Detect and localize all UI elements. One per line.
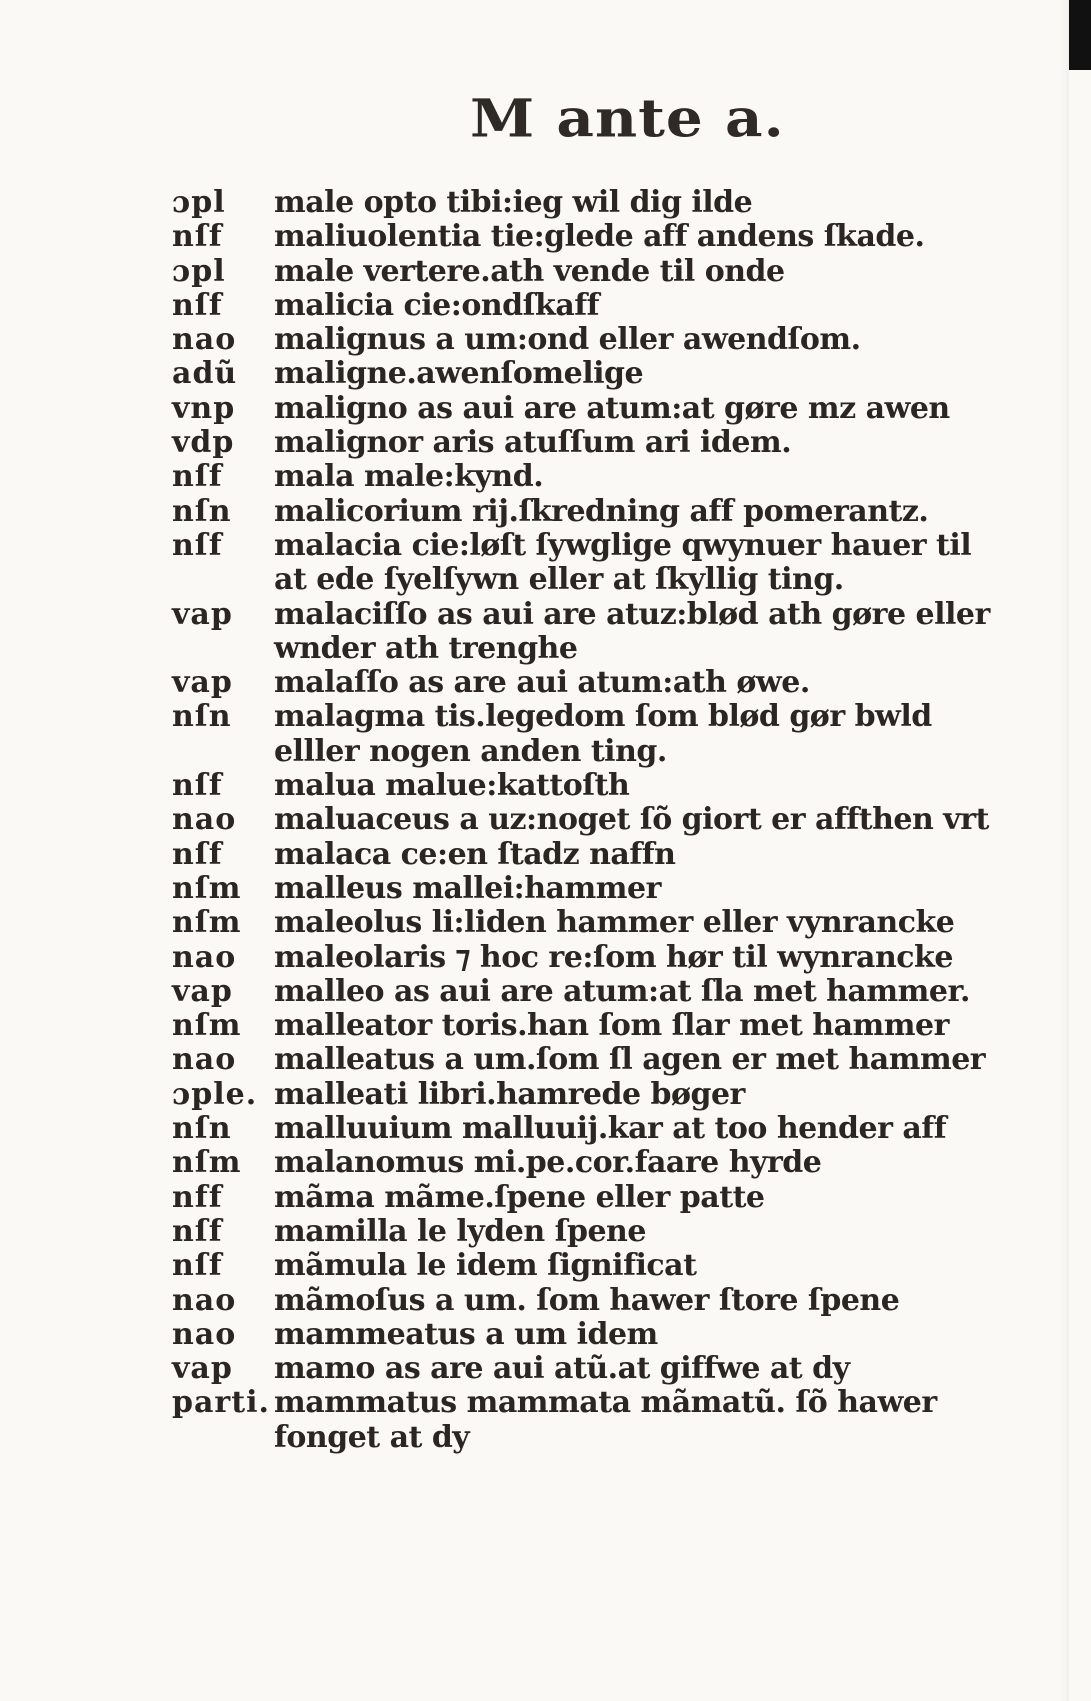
entry-gloss	[274, 186, 752, 220]
gloss-line: mamilla le lyden ſpene	[274, 1213, 646, 1249]
grammar-abbreviation: nſn	[172, 493, 232, 529]
gloss-line: at ede ſyelſywn eller at ſkyllig ting.	[274, 562, 844, 598]
grammar-abbreviation: vdp	[172, 425, 235, 461]
entry-gloss	[274, 529, 971, 598]
grammar-abbreviation: ɔple.	[172, 1076, 258, 1112]
dictionary-entry	[172, 1009, 952, 1043]
dictionary-entry	[172, 1181, 952, 1215]
grammar-abbreviation: nſm	[172, 1145, 242, 1181]
grammar-abbreviation: nao	[172, 939, 237, 975]
gloss-line: mãmula le idem ſignificat	[274, 1248, 697, 1284]
grammar-abbreviation: vap	[172, 596, 233, 632]
dictionary-entry	[172, 1352, 952, 1386]
entry-gloss	[274, 838, 675, 872]
entry-gloss	[274, 1215, 646, 1249]
grammar-abbreviation: nſn	[172, 1111, 232, 1147]
entry-gloss	[274, 1249, 696, 1283]
entry-gloss	[274, 1386, 937, 1455]
gloss-line: fonget at dy	[274, 1419, 470, 1455]
gloss-line: malacia cie:løſt ſywglige qwynuer hauer til	[274, 527, 972, 563]
grammar-abbreviation: nſf	[172, 768, 223, 804]
gloss-line: malignus a um:ond eller awendſom.	[274, 322, 861, 358]
entry-gloss	[274, 700, 932, 769]
dictionary-entry	[172, 426, 952, 460]
entry-gloss	[274, 1009, 949, 1043]
dictionary-entry	[172, 289, 952, 323]
grammar-abbreviation: nao	[172, 1042, 237, 1078]
entry-gloss	[274, 1112, 946, 1146]
dictionary-entry	[172, 460, 952, 494]
gloss-line: malluuium malluuij.kar at too hender aff	[274, 1111, 947, 1147]
entry-gloss	[274, 255, 785, 289]
grammar-abbreviation: nao	[172, 1316, 237, 1352]
gloss-line: maleolus li:liden hammer eller vynrancke	[274, 905, 955, 941]
entry-gloss	[274, 357, 643, 391]
grammar-abbreviation: nſf	[172, 836, 223, 872]
gloss-line: malaca ce:en ſtadz naffn	[274, 836, 676, 872]
grammar-abbreviation: nſf	[172, 527, 223, 563]
gloss-line: malleatus a um.ſom ſl agen er met hammer	[274, 1042, 986, 1078]
dictionary-entries	[172, 185, 990, 1455]
gloss-line: maligne.awenſomelige	[274, 356, 644, 392]
grammar-abbreviation: nao	[172, 322, 237, 358]
entry-gloss	[274, 666, 810, 700]
entry-gloss	[274, 1078, 745, 1112]
grammar-abbreviation: nao	[172, 802, 237, 838]
entry-gloss	[274, 803, 989, 837]
entry-gloss	[274, 1284, 899, 1318]
entry-gloss	[274, 1352, 850, 1386]
dictionary-entry	[172, 495, 952, 529]
dictionary-entry	[172, 255, 952, 289]
grammar-abbreviation: nſf	[172, 287, 223, 323]
dictionary-entry	[172, 220, 952, 254]
entry-gloss	[274, 289, 599, 323]
gloss-line: malanomus mi.pe.cor.faare hyrde	[274, 1145, 822, 1181]
running-head: M ante a.	[470, 88, 785, 150]
gloss-line: malleator toris.han ſom ſlar met hammer	[274, 1008, 949, 1044]
entry-gloss	[274, 1318, 658, 1352]
entry-gloss	[274, 975, 970, 1009]
dictionary-entry	[172, 802, 989, 838]
grammar-abbreviation: nao	[172, 1282, 237, 1318]
entry-gloss	[274, 495, 928, 529]
dictionary-entry	[172, 700, 952, 769]
gloss-line: malaſſo as are aui atum:ath øwe.	[274, 665, 810, 701]
dictionary-entry	[172, 1386, 952, 1455]
gloss-line: elller nogen anden ting.	[274, 733, 667, 769]
gloss-line: malleati libri.hamrede bøger	[274, 1076, 745, 1112]
entry-gloss	[274, 906, 954, 940]
dictionary-entry	[172, 1112, 952, 1146]
grammar-abbreviation: nſm	[172, 870, 242, 906]
gloss-line: malagma tis.legedom ſom blød gør bwld	[274, 699, 932, 735]
grammar-abbreviation: nſm	[172, 905, 242, 941]
gloss-line: maligno as aui are atum:at gøre mz awen	[274, 390, 950, 426]
dictionary-entry	[172, 1042, 986, 1078]
grammar-abbreviation: parti.	[172, 1385, 270, 1421]
grammar-abbreviation: nſf	[172, 1248, 223, 1284]
dictionary-entry	[172, 1146, 952, 1180]
grammar-abbreviation: nſf	[172, 1213, 223, 1249]
gloss-line: male opto tibi:ieg wil dig ilde	[274, 185, 753, 220]
dictionary-entry	[172, 1215, 952, 1249]
dictionary-entry	[172, 941, 952, 975]
gloss-line: maluaceus a uz:noget ſõ giort er affthen vrt	[274, 802, 989, 838]
page-edge-bar	[1069, 0, 1091, 70]
entry-gloss	[274, 323, 861, 357]
grammar-abbreviation: nſf	[172, 459, 223, 495]
grammar-abbreviation: ɔpl	[172, 185, 226, 220]
gloss-line: mammatus mammata mãmatũ. ſõ hawer	[274, 1385, 937, 1421]
grammar-abbreviation: vap	[172, 1351, 233, 1387]
gloss-line: mãma mãme.ſpene eller patte	[274, 1179, 765, 1215]
gloss-line: maleolaris ⁊ hoc re:ſom hør til wynrancke	[274, 939, 953, 975]
dictionary-entry	[172, 392, 952, 426]
entry-gloss	[274, 872, 661, 906]
dictionary-entry	[172, 838, 952, 872]
grammar-abbreviation: vnp	[172, 390, 236, 426]
page-edge-shadow	[1061, 0, 1069, 1701]
entry-gloss	[274, 941, 953, 975]
dictionary-entry	[172, 186, 952, 220]
dictionary-entry	[172, 1078, 952, 1112]
dictionary-entry	[172, 527, 972, 598]
entry-gloss	[274, 426, 791, 460]
grammar-abbreviation: vap	[172, 665, 233, 701]
gloss-line: wnder ath trenghe	[274, 630, 578, 666]
grammar-abbreviation: nſn	[172, 699, 232, 735]
gloss-line: male vertere.ath vende til onde	[274, 253, 785, 289]
gloss-line: malignor aris atuſſum ari idem.	[274, 425, 792, 461]
gloss-line: mammeatus a um idem	[274, 1316, 658, 1352]
entry-gloss	[274, 1043, 985, 1077]
dictionary-entry	[172, 666, 952, 700]
grammar-abbreviation: vap	[172, 973, 233, 1009]
dictionary-entry	[172, 872, 952, 906]
dictionary-entry	[172, 1249, 952, 1283]
gloss-line: maliuolentia tie:glede aff andens ſkade.	[274, 219, 925, 255]
dictionary-entry	[172, 1318, 952, 1352]
gloss-line: malicia cie:ondſkaff	[274, 287, 600, 323]
gloss-line: malaciſſo as aui are atuz:blød ath gøre eller	[274, 596, 990, 632]
dictionary-entry	[172, 323, 952, 357]
gloss-line: malleo as aui are atum:at ſla met hammer.	[274, 973, 970, 1009]
dictionary-entry	[172, 973, 970, 1009]
grammar-abbreviation: nff	[172, 1179, 223, 1215]
grammar-abbreviation: ɔpl	[172, 253, 226, 289]
grammar-abbreviation: nſm	[172, 1008, 242, 1044]
dictionary-entry	[172, 905, 955, 941]
gloss-line: malicorium rij.ſkredning aff pomerantz.	[274, 493, 929, 529]
dictionary-entry	[172, 357, 952, 391]
entry-gloss	[274, 1146, 821, 1180]
gloss-line: mala male:kynd.	[274, 459, 544, 495]
gloss-line: mamo as are aui atũ.at giffwe at dy	[274, 1351, 850, 1387]
entry-gloss	[274, 392, 950, 426]
entry-gloss	[274, 220, 924, 254]
dictionary-entry	[172, 769, 952, 803]
entry-gloss	[274, 460, 543, 494]
entry-gloss	[274, 598, 990, 667]
entry-gloss	[274, 1181, 765, 1215]
dictionary-entry	[172, 1284, 952, 1318]
dictionary-entry	[172, 596, 990, 667]
grammar-abbreviation: nſf	[172, 219, 223, 255]
gloss-line: malleus mallei:hammer	[274, 870, 661, 906]
gloss-line: mãmoſus a um. ſom hawer ſtore ſpene	[274, 1282, 900, 1318]
grammar-abbreviation: adũ	[172, 356, 238, 392]
gloss-line: malua malue:kattoſth	[274, 768, 630, 804]
entry-gloss	[274, 769, 629, 803]
